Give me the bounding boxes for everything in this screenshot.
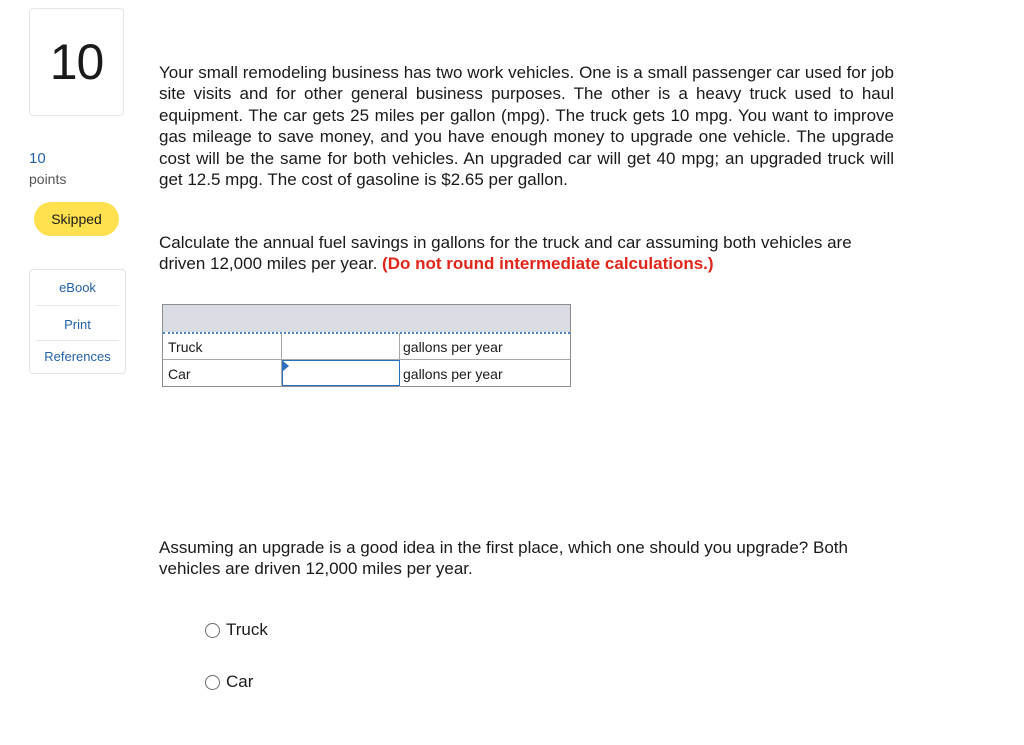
instruction-note: (Do not round intermediate calculations.) (382, 254, 714, 274)
row-unit-truck: gallons per year (403, 339, 503, 355)
truck-gallons-input[interactable] (282, 334, 399, 359)
points-value: 10 (29, 150, 46, 167)
resource-divider (36, 340, 119, 341)
active-cell-marker-icon (283, 361, 289, 371)
print-link[interactable]: Print (64, 317, 91, 332)
question-number: 10 (29, 8, 124, 116)
second-question-text: Assuming an upgrade is a good idea in the first place, which one should you upgrade? Both vehicles are driven 12,000 miles per year. (159, 538, 848, 579)
option-truck[interactable] (205, 620, 268, 640)
option-truck-label: Truck (226, 620, 268, 639)
row-label-truck: Truck (168, 339, 203, 355)
resource-divider (36, 305, 119, 306)
references-link[interactable]: References (44, 349, 111, 364)
points-label: points (29, 171, 67, 187)
table-header (163, 305, 570, 332)
answer-table (162, 304, 571, 387)
status-badge: Skipped (34, 202, 119, 236)
instruction (159, 232, 899, 275)
row-label-car: Car (168, 366, 191, 382)
resources-panel (29, 269, 126, 374)
option-car[interactable] (205, 672, 253, 692)
car-gallons-input[interactable] (282, 360, 400, 386)
ebook-link[interactable]: eBook (59, 280, 96, 295)
radio-circle-icon[interactable] (205, 623, 220, 638)
row-unit-car: gallons per year (403, 366, 503, 382)
radio-circle-icon[interactable] (205, 675, 220, 690)
option-car-label: Car (226, 672, 254, 691)
instruction-text: Calculate the annual fuel savings in gallons for the truck and car assuming both vehicles are driven 12,000 miles per year. (159, 233, 852, 274)
question-text: Your small remodeling business has two work vehicles. One is a small passenger car used for job site visits and for other general business purposes. The other is a heavy truck used to haul equipment. The car gets 25 miles per gallon (mpg). The truck gets 10 mpg. You want to improve gas mileage to save money, and you have enough money to upgrade one vehicle. The upgrade cost will be the same for both vehicles. An upgraded car will get 40 mpg; an upgraded truck will get 12.5 mpg. The cost of gasoline is $2.65 per gallon. (159, 63, 894, 190)
